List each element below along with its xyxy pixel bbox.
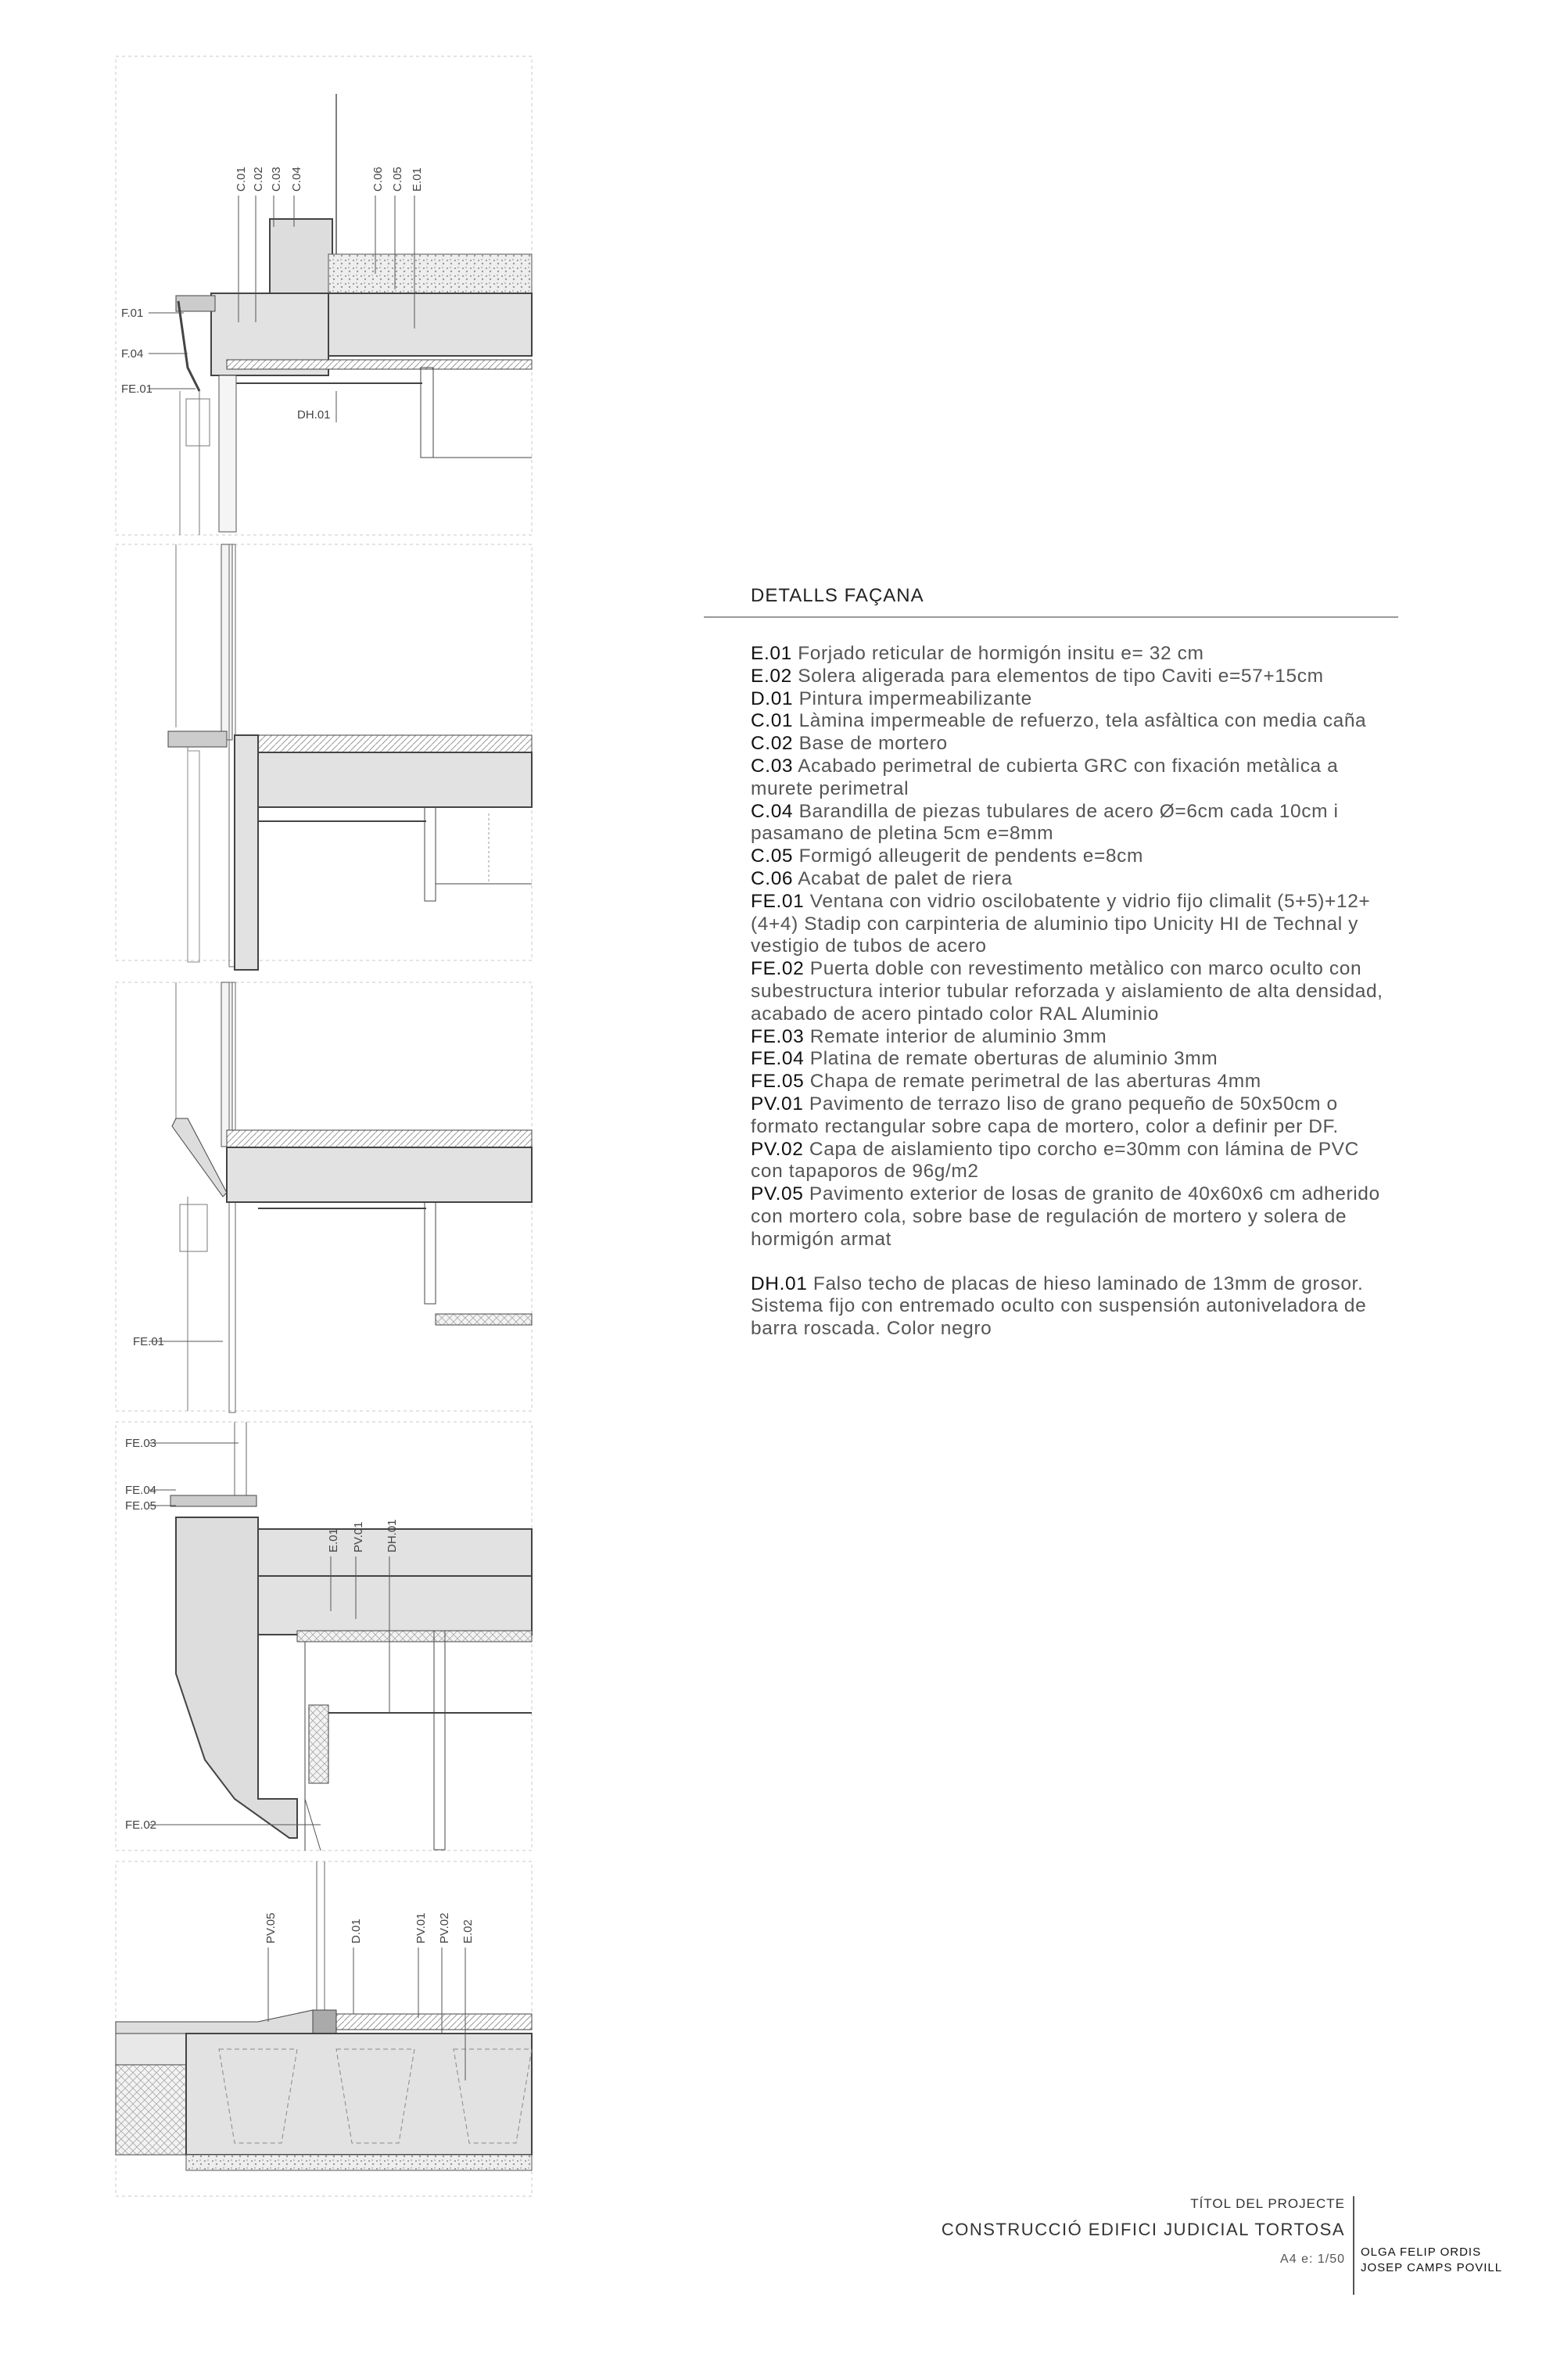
legend-code: E.02 <box>751 665 792 687</box>
legend-code: PV.01 <box>751 1093 804 1115</box>
legend-code: FE.03 <box>751 1025 805 1047</box>
legend-entry <box>751 1093 1384 1139</box>
tag-e01-mid: E.01 <box>327 1528 340 1553</box>
title-block-divider <box>1353 2196 1354 2295</box>
tag-c01: C.01 <box>235 167 248 192</box>
detail-ground-slab <box>116 1861 532 2170</box>
tag-fe05: FE.05 <box>125 1499 157 1513</box>
legend-code: PV.05 <box>751 1183 804 1205</box>
legend-code: C.04 <box>751 800 794 822</box>
tag-pv01-mid: PV.01 <box>352 1521 365 1553</box>
legend-entry <box>751 710 1384 733</box>
legend-description: Làmina impermeable de refuerzo, tela asfàltica con media caña <box>798 710 1367 732</box>
tag-d01: D.01 <box>350 1919 363 1944</box>
detail-window-slab <box>168 544 532 970</box>
legend-code: FE.02 <box>751 958 805 980</box>
tag-fe04: FE.04 <box>125 1484 157 1497</box>
tag-c06: C.06 <box>371 167 385 192</box>
tag-e01-top: E.01 <box>411 167 424 192</box>
legend-description: Forjado reticular de hormigón insitu e= 32 cm <box>798 643 1204 664</box>
legend-code: C.03 <box>751 755 794 777</box>
legend-entry <box>751 801 1384 846</box>
legend-description: Base de mortero <box>798 733 948 755</box>
tag-dh01-mid: DH.01 <box>386 1519 399 1553</box>
legend-description: Pavimento exterior de losas de granito de 40x60x6 cm adherido con mortero cola, sobre base de regulación de mortero y solera de hormigón armat <box>751 1183 1380 1250</box>
legend-entry <box>751 643 1384 666</box>
legend-entry <box>751 666 1384 688</box>
detail-door-slab <box>125 1422 532 1851</box>
legend-code: D.01 <box>751 687 794 709</box>
legend-header <box>751 585 1415 618</box>
legend-code: FE.05 <box>751 1071 805 1093</box>
legend-description: Remate interior de aluminio 3mm <box>809 1025 1107 1047</box>
tag-fe01-mid: FE.01 <box>133 1335 165 1348</box>
legend-entry <box>751 1139 1384 1184</box>
legend-code: PV.02 <box>751 1138 804 1160</box>
sheet-scale: A4 e: 1/50 <box>1280 2253 1345 2266</box>
detail-window-head <box>133 982 532 1413</box>
tag-pv02: PV.02 <box>438 1912 451 1944</box>
legend-description: Platina de remate oberturas de aluminio 3mm <box>809 1048 1218 1070</box>
tag-c05: C.05 <box>391 167 404 192</box>
legend-code: FE.01 <box>751 890 805 912</box>
legend-description: Puerta doble con revestimento metàlico con marco oculto con subestructura interior tubular reforzada y aislamiento de alta densidad, acabado de acero pintado color RAL Aluminio <box>751 958 1383 1025</box>
legend-entry <box>751 958 1384 1025</box>
legend-code: FE.04 <box>751 1048 805 1070</box>
tag-pv05: PV.05 <box>264 1912 278 1944</box>
legend-code: C.05 <box>751 845 794 867</box>
legend-code: E.01 <box>751 643 792 664</box>
author-1: OLGA FELIP ORDIS <box>1361 2245 1482 2259</box>
legend-entry <box>751 891 1384 958</box>
tag-c02: C.02 <box>252 167 265 192</box>
project-name: CONSTRUCCIÓ EDIFICI JUDICIAL TORTOSA <box>941 2220 1345 2239</box>
tag-fe02: FE.02 <box>125 1818 157 1832</box>
tag-fe01-top: FE.01 <box>121 382 153 396</box>
legend-description: Barandilla de piezas tubulares de acero Ø=6cm cada 10cm i pasamano de pletina 5cm e=8mm <box>751 800 1339 845</box>
legend-entry <box>751 845 1384 868</box>
tag-f04: F.04 <box>121 347 144 361</box>
legend-description: Acabat de palet de riera <box>798 867 1013 889</box>
tag-c03: C.03 <box>270 167 283 192</box>
title-divider <box>704 616 1398 618</box>
legend-entry <box>751 688 1384 711</box>
legend-entry <box>751 733 1384 756</box>
legend-description: Pavimento de terrazo liso de grano pequeño de 50x50cm o formato rectangular sobre capa de mortero, color a definir per DF. <box>751 1093 1339 1137</box>
legend-code: C.02 <box>751 733 794 755</box>
legend-list <box>751 643 1384 1341</box>
legend-description: Falso techo de placas de hieso laminado de 13mm de grosor. Sistema fijo con entremado oculto con suspensión autoniveladora de barra roscada. Color negro <box>751 1273 1367 1340</box>
legend-entry <box>751 1071 1384 1093</box>
section-title: DETALLS FAÇANA <box>751 585 924 606</box>
tag-f01: F.01 <box>121 307 144 320</box>
legend-entry <box>751 1026 1384 1049</box>
legend-description: Pintura impermeabilizante <box>798 687 1032 709</box>
tag-e02: E.02 <box>461 1919 475 1944</box>
legend-entry <box>751 1048 1384 1071</box>
legend-code: DH.01 <box>751 1273 808 1294</box>
legend-description: Capa de aislamiento tipo corcho e=30mm con lámina de PVC con tapaporos de 96g/m2 <box>751 1138 1359 1183</box>
title-block <box>899 2196 1525 2306</box>
legend-entry <box>751 1183 1384 1251</box>
legend-entry <box>751 1273 1384 1341</box>
legend-description: Formigó alleugerit de pendents e=8cm <box>798 845 1143 867</box>
detail-roof-parapet <box>121 94 532 535</box>
legend-code: C.06 <box>751 867 794 889</box>
author-2: JOSEP CAMPS POVILL <box>1361 2261 1503 2274</box>
tag-dh01-top: DH.01 <box>297 408 331 422</box>
tag-fe03: FE.03 <box>125 1437 157 1450</box>
legend-description: Ventana con vidrio oscilobatente y vidrio fijo climalit (5+5)+12+(4+4) Stadip con carpinteria de aluminio tipo Unicity HI de Technal y vestigio de tubos de acero <box>751 890 1371 957</box>
project-title-label: TÍTOL DEL PROJECTE <box>1190 2196 1345 2211</box>
legend-description: Solera aligerada para elementos de tipo Caviti e=57+15cm <box>798 665 1324 687</box>
tag-pv01-bottom: PV.01 <box>414 1912 428 1944</box>
legend-description: Acabado perimetral de cubierta GRC con fixación metàlica a murete perimetral <box>751 755 1339 799</box>
legend-description: Chapa de remate perimetral de las aberturas 4mm <box>809 1071 1261 1093</box>
tag-c04: C.04 <box>290 167 303 192</box>
legend-entry <box>751 756 1384 801</box>
legend-code: C.01 <box>751 710 794 732</box>
authors <box>1361 2245 1502 2276</box>
legend-entry <box>751 868 1384 891</box>
